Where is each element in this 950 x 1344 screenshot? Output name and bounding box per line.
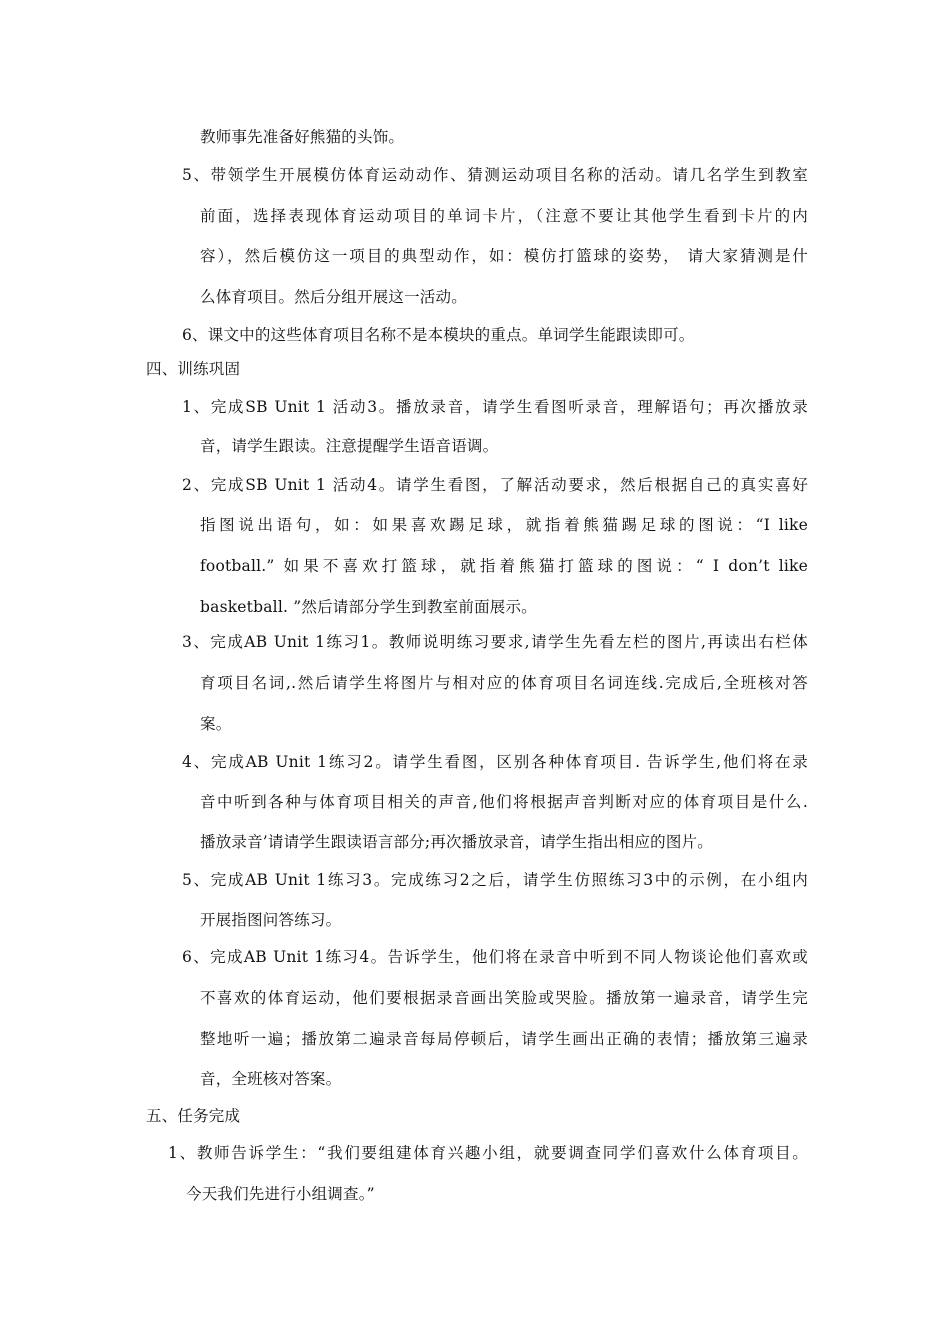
text-line: 指图说出语句，如：如果喜欢踢足球，就指着熊猫踢足球的图说：“I like — [200, 516, 808, 534]
text-line: 音中听到各种与体育项目相关的声音,他们将根据声音判断对应的体育项目是什么. — [200, 793, 808, 811]
text-line: 播放录音’请请学生跟读语言部分;再次播放录音，请学生指出相应的图片。 — [200, 833, 713, 851]
text-line: 育项目名词,.然后请学生将图片与相对应的体育项目名词连线.完成后,全班核对答 — [200, 674, 808, 692]
text-line: 5、完成AB Unit 1练习3。完成练习2之后，请学生仿照练习3中的示例，在小组内 — [182, 871, 808, 889]
text-line: 6、完成AB Unit 1练习4。告诉学生，他们将在录音中听到不同人物谈论他们喜欢或 — [182, 948, 808, 966]
text-line: 音，请学生跟读。注意提醒学生语音语调。 — [200, 437, 499, 455]
text-line: 1、完成SB Unit 1 活动3。播放录音，请学生看图听录音，理解语句；再次播放录 — [182, 398, 808, 416]
text-line: 2、完成SB Unit 1 活动4。请学生看图，了解活动要求，然后根据自己的真实喜好 — [182, 476, 808, 494]
text-line: 前面，选择表现体育运动项目的单词卡片，（注意不要让其他学生看到卡片的内 — [200, 207, 808, 225]
section-heading: 四、训练巩固 — [146, 360, 241, 378]
text-line: 4、完成AB Unit 1练习2。请学生看图，区别各种体育项目. 告诉学生,他们将在录 — [182, 753, 808, 771]
text-line: 音，全班核对答案。 — [200, 1070, 342, 1088]
section-heading: 五、任务完成 — [146, 1107, 241, 1125]
text-line: 1、教师告诉学生：“我们要组建体育兴趣小组，就要调查同学们喜欢什么体育项目。 — [168, 1144, 808, 1162]
text-line: 5、带领学生开展模仿体育运动动作、猜测运动项目名称的活动。请几名学生到教室 — [182, 166, 808, 184]
text-line: 容），然后模仿这一项目的典型动作，如：模仿打篮球的姿势， 请大家猜测是什 — [200, 247, 808, 265]
text-line: 案。 — [200, 715, 232, 733]
text-line: 6、课文中的这些体育项目名称不是本模块的重点。单词学生能跟读即可。 — [182, 326, 695, 344]
text-line: football.” 如果不喜欢打篮球，就指着熊猫打篮球的图说：“ I don’t like — [200, 557, 808, 575]
text-line: 开展指图问答练习。 — [200, 911, 342, 929]
text-line: 不喜欢的体育运动，他们要根据录音画出笑脸或哭脸。播放第一遍录音，请学生完 — [200, 989, 808, 1007]
text-line: 今天我们先进行小组调查。” — [186, 1185, 375, 1203]
text-line: 么体育项目。然后分组开展这一活动。 — [200, 288, 467, 306]
text-line: 3、完成AB Unit 1练习1。教师说明练习要求,请学生先看左栏的图片,再读出右栏体 — [182, 633, 808, 651]
text-line: basketball. ”然后请部分学生到教室前面展示。 — [200, 598, 537, 616]
text-line: 教师事先准备好熊猫的头饰。 — [200, 128, 405, 146]
text-line: 整地听一遍；播放第二遍录音每局停顿后，请学生画出正确的表情；播放第三遍录 — [200, 1030, 808, 1048]
